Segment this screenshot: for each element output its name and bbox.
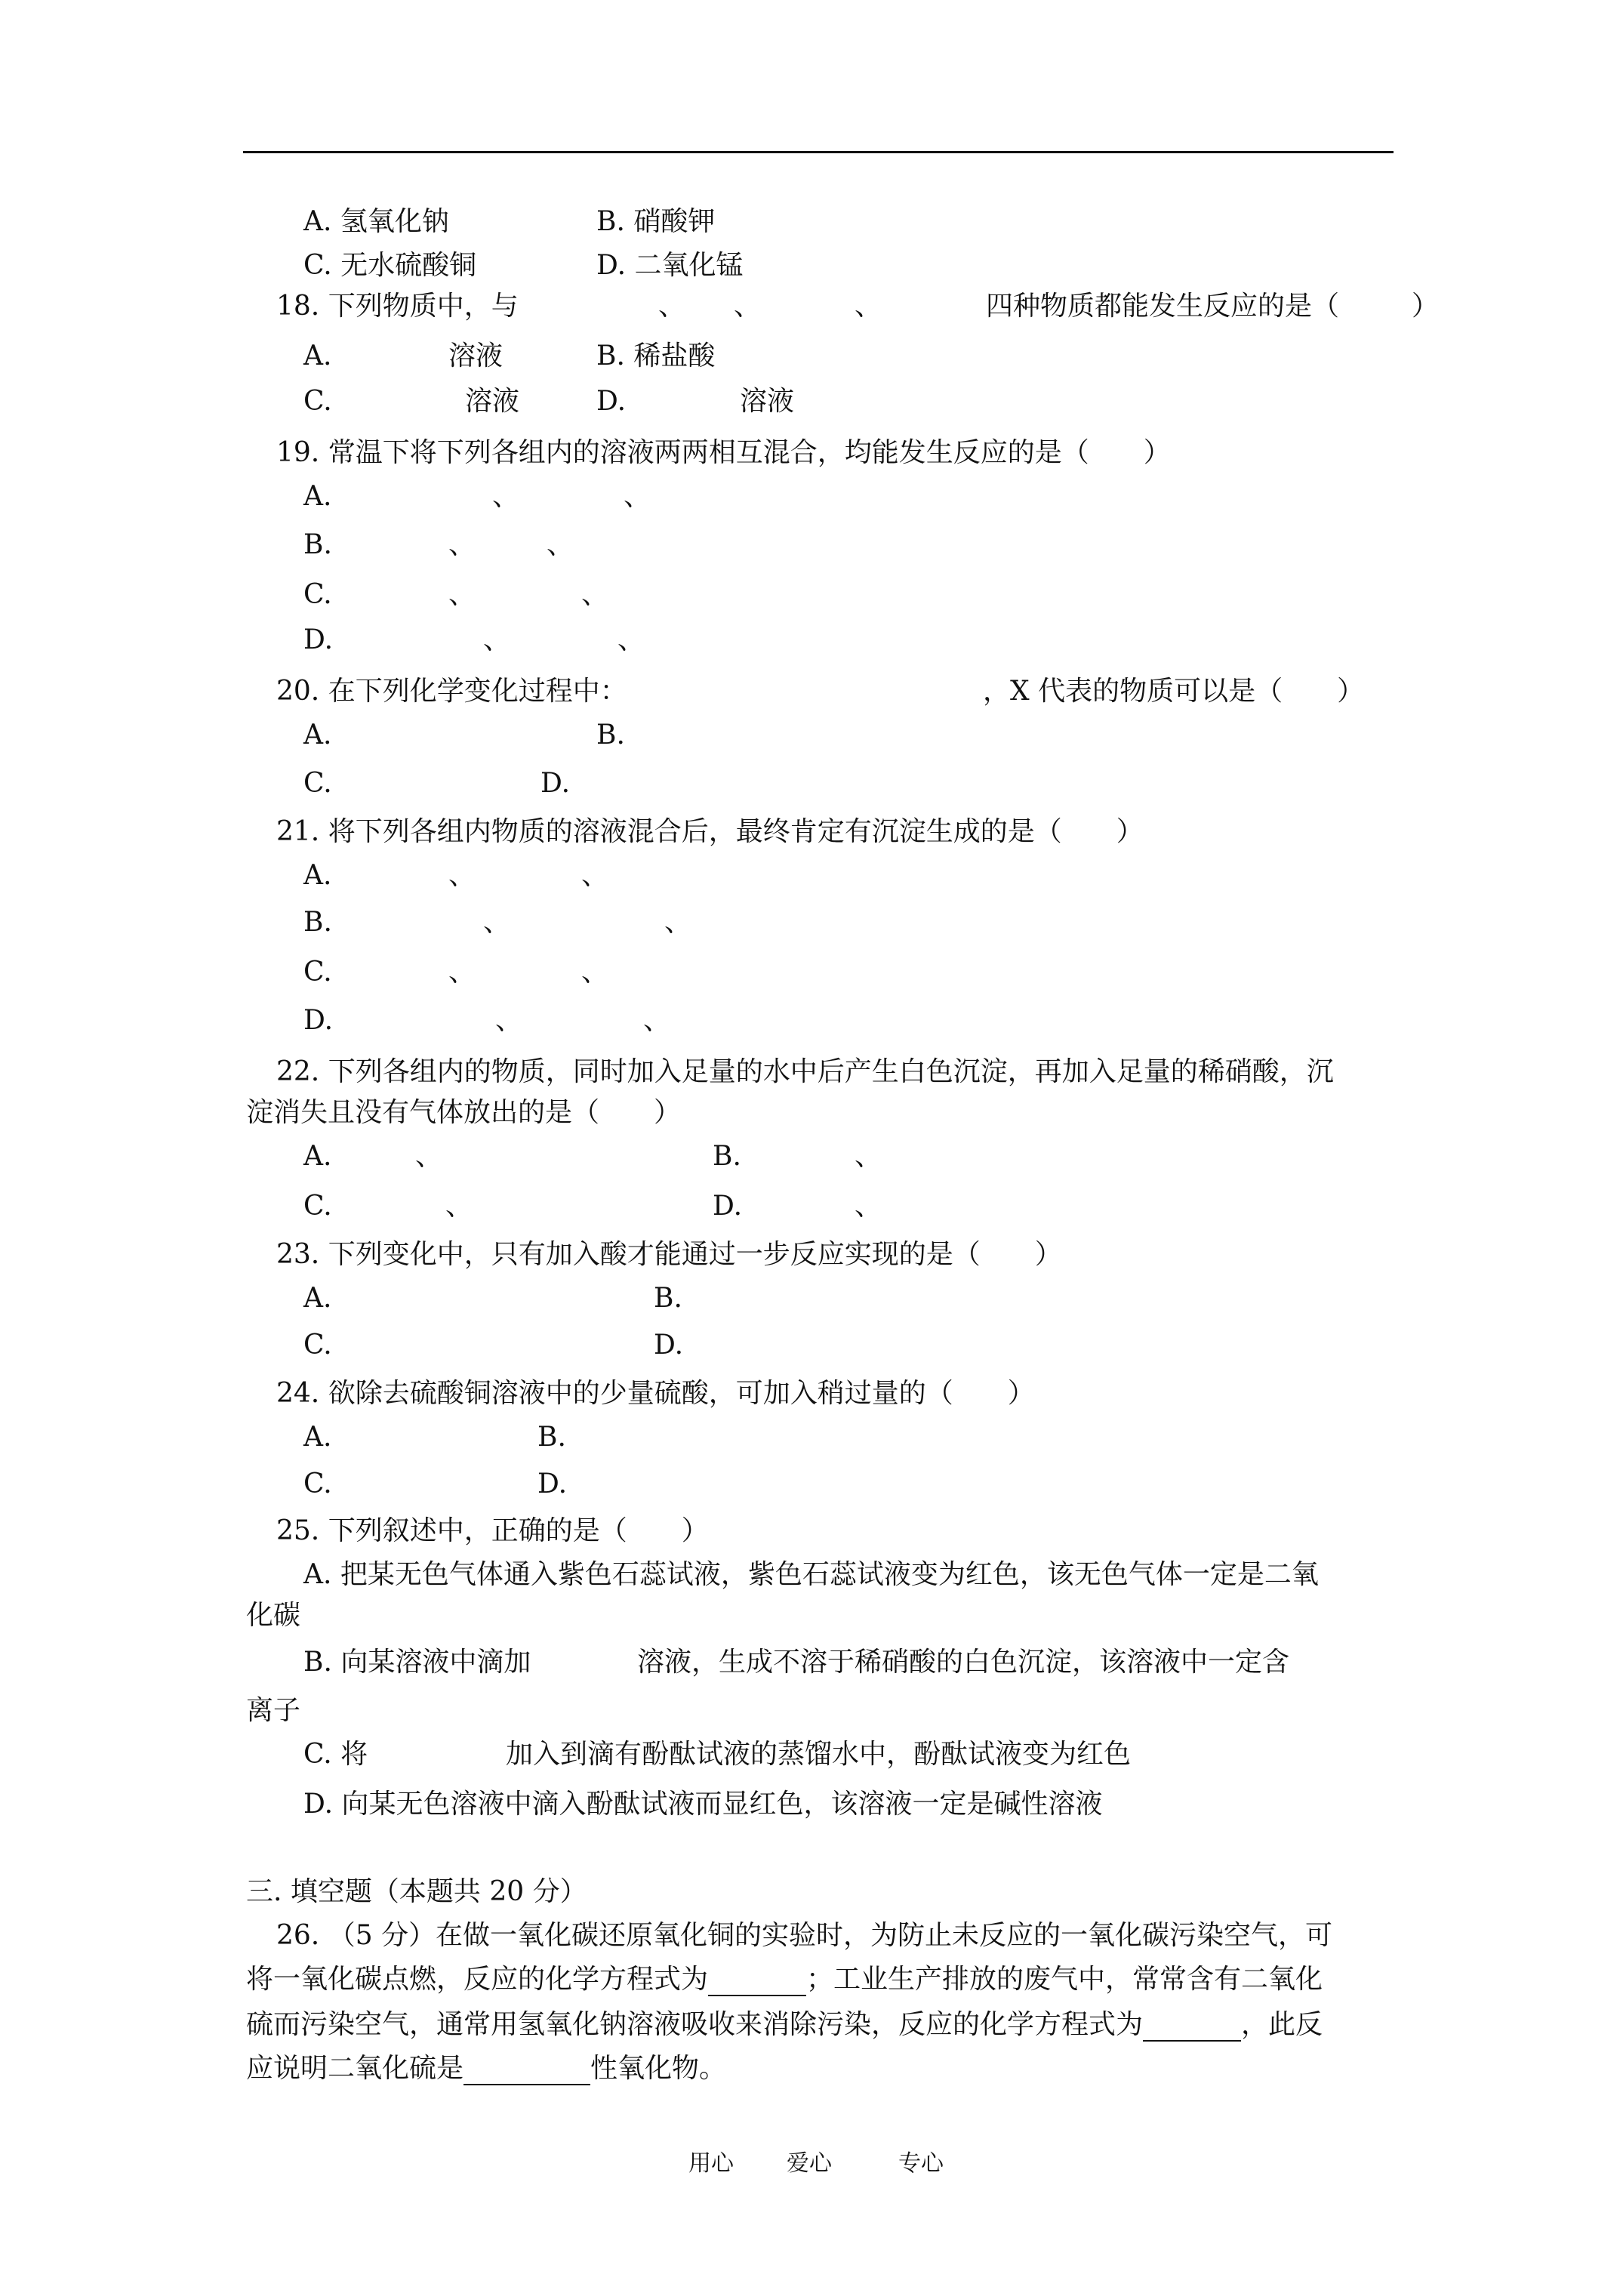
- q22-separator: 、: [445, 1191, 473, 1222]
- q22-option-d-label: D.: [713, 1191, 743, 1222]
- q21-option-a-label: A.: [303, 860, 332, 891]
- q26-line1: 26. （5 分）在做一氧化碳还原氧化铜的实验时，为防止未反应的一氧化碳污染空气，可: [276, 1920, 1333, 1951]
- q19-option-b-label: B.: [303, 529, 332, 560]
- q25-option-a-line1: A. 把某无色气体通入紫色石蕊试液，紫色石蕊试液变为红色，该无色气体一定是二氧: [303, 1559, 1319, 1590]
- q21-separator: 、: [448, 860, 476, 891]
- q21-separator: 、: [581, 860, 609, 891]
- q18-separator: 、: [734, 291, 762, 322]
- section-heading: 三. 填空题（本题共 20 分）: [246, 1876, 587, 1907]
- q20-stem-end: ，X 代表的物质可以是（ ）: [983, 676, 1365, 707]
- q24-option-a-label: A.: [303, 1422, 332, 1453]
- q17-option-a: A. 氢氧化钠: [303, 206, 449, 237]
- q26-line4: 应说明二氧化硫是 性氧化物。: [246, 2053, 727, 2084]
- q19-option-a-label: A.: [303, 481, 332, 512]
- q23-option-b-label: B.: [654, 1283, 682, 1314]
- q24-stem: 24. 欲除去硫酸铜溶液中的少量硫酸，可加入稍过量的（ ）: [276, 1378, 1035, 1409]
- header-rule: [243, 151, 1394, 153]
- q25-option-b-end: 溶液，生成不溶于稀硝酸的白色沉淀，该溶液中一定含: [637, 1647, 1290, 1678]
- q22-separator: 、: [415, 1141, 443, 1172]
- q18-option-c-label: C.: [303, 386, 332, 417]
- answer-blank[interactable]: [708, 1968, 806, 1996]
- q24-option-b-label: B.: [537, 1422, 566, 1453]
- q18-stem-end: 四种物质都能发生反应的是（: [986, 291, 1340, 322]
- q20-stem-start: 20. 在下列化学变化过程中：: [276, 676, 627, 707]
- q21-option-d-label: D.: [303, 1005, 334, 1036]
- q20-option-d-label: D.: [540, 768, 571, 799]
- q23-option-a-label: A.: [303, 1283, 332, 1314]
- q19-separator: 、: [617, 624, 645, 655]
- answer-blank[interactable]: [1143, 2013, 1241, 2042]
- answer-blank[interactable]: [463, 2057, 590, 2085]
- q23-option-c-label: C.: [303, 1330, 332, 1361]
- q19-option-c-label: C.: [303, 579, 332, 610]
- q22-option-b-label: B.: [713, 1141, 741, 1172]
- q18-option-d-text: 溶液: [740, 386, 795, 417]
- q24-option-d-label: D.: [537, 1469, 568, 1499]
- q23-option-d-label: D.: [654, 1330, 684, 1361]
- q21-separator: 、: [581, 957, 609, 988]
- q18-separator: 、: [855, 291, 882, 322]
- q21-option-c-label: C.: [303, 957, 332, 988]
- q25-option-a-line2: 化碳: [246, 1600, 301, 1631]
- q19-stem: 19. 常温下将下列各组内的溶液两两相互混合，均能发生反应的是（ ）: [276, 437, 1171, 468]
- q22-stem-line1: 22. 下列各组内的物质，同时加入足量的水中后产生白色沉淀，再加入足量的稀硝酸，沉: [276, 1056, 1334, 1087]
- q22-separator: 、: [855, 1191, 882, 1222]
- q18-option-a-text: 溶液: [448, 341, 504, 371]
- q24-option-c-label: C.: [303, 1469, 332, 1499]
- q19-separator: 、: [448, 579, 476, 610]
- q20-option-c-label: C.: [303, 768, 332, 799]
- q21-option-b-label: B.: [303, 907, 332, 938]
- q17-option-c: C. 无水硫酸铜: [303, 250, 477, 281]
- q22-option-c-label: C.: [303, 1191, 332, 1222]
- q22-stem-line2: 淀消失且没有气体放出的是（ ）: [246, 1097, 682, 1128]
- q18-stem-start: 18. 下列物质中，与: [276, 291, 519, 322]
- q21-separator: 、: [664, 907, 692, 938]
- q21-separator: 、: [448, 957, 476, 988]
- q17-option-d: D. 二氧化锰: [596, 250, 744, 281]
- q19-separator: 、: [547, 529, 574, 560]
- q22-option-a-label: A.: [303, 1141, 332, 1172]
- q21-separator: 、: [643, 1005, 671, 1036]
- footer-text: 爱心: [787, 2150, 832, 2177]
- q18-paren-close: ）: [1412, 291, 1440, 322]
- q23-stem: 23. 下列变化中，只有加入酸才能通过一步反应实现的是（ ）: [276, 1239, 1062, 1270]
- footer-text: 用心: [688, 2150, 734, 2177]
- q19-option-d-label: D.: [303, 624, 334, 655]
- q26-line2: 将一氧化碳点燃，反应的化学方程式为 ；工业生产排放的废气中，常常含有二氧化: [246, 1964, 1323, 1995]
- q17-option-b: B. 硝酸钾: [596, 206, 716, 237]
- q19-separator: 、: [483, 624, 511, 655]
- q18-option-c-text: 溶液: [465, 386, 520, 417]
- q18-option-b: B. 稀盐酸: [596, 341, 716, 371]
- q25-option-c-end: 加入到滴有酚酞试液的蒸馏水中，酚酞试液变为红色: [506, 1739, 1132, 1770]
- q21-separator: 、: [483, 907, 511, 938]
- q25-option-b-start: B. 向某溶液中滴加: [303, 1647, 531, 1678]
- q19-separator: 、: [492, 481, 520, 512]
- q18-option-a-label: A.: [303, 341, 332, 371]
- q22-separator: 、: [855, 1141, 882, 1172]
- q21-separator: 、: [495, 1005, 523, 1036]
- q21-stem: 21. 将下列各组内物质的溶液混合后，最终肯定有沉淀生成的是（ ）: [276, 816, 1144, 847]
- q26-line3: 硫而污染空气，通常用氢氧化钠溶液吸收来消除污染，反应的化学方程式为 ，此反: [246, 2009, 1323, 2040]
- q20-option-a-label: A.: [303, 720, 332, 750]
- q25-stem: 25. 下列叙述中，正确的是（ ）: [276, 1515, 709, 1546]
- q18-separator: 、: [658, 291, 686, 322]
- q25-option-b-line2: 离子: [246, 1695, 301, 1726]
- q19-separator: 、: [448, 529, 476, 560]
- q25-option-c-start: C. 将: [303, 1739, 368, 1770]
- q18-option-d-label: D.: [596, 386, 627, 417]
- q25-option-d: D. 向某无色溶液中滴入酚酞试液而显红色，该溶液一定是碱性溶液: [303, 1789, 1103, 1820]
- q19-separator: 、: [581, 579, 609, 610]
- footer-text: 专心: [898, 2150, 944, 2177]
- q20-option-b-label: B.: [596, 720, 625, 750]
- q19-separator: 、: [624, 481, 651, 512]
